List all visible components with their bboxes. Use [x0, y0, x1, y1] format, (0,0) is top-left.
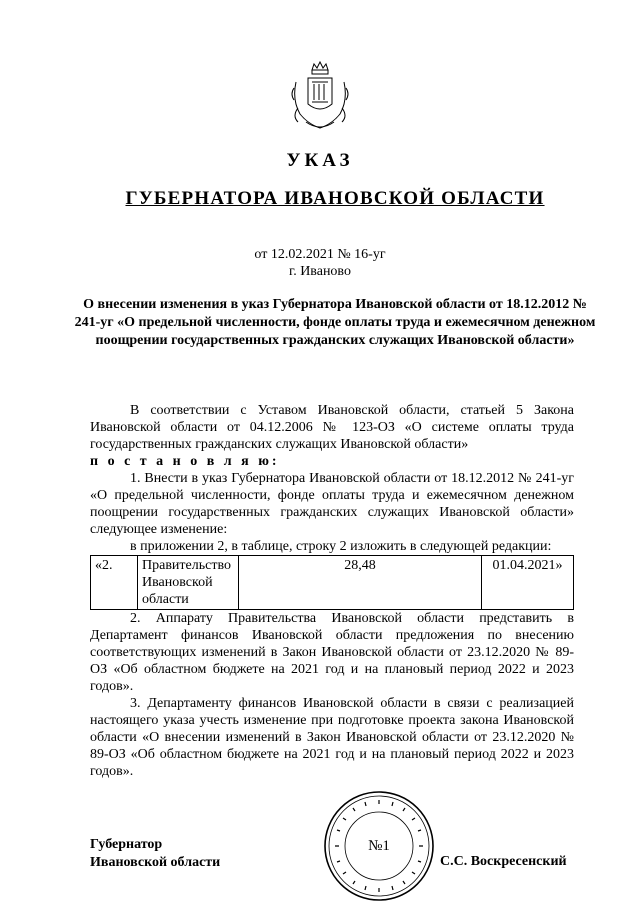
table-cell-date: 01.04.2021»: [482, 556, 574, 610]
table-cell-num: «2.: [91, 556, 138, 610]
table-cell-value: 28,48: [239, 556, 482, 610]
table-row: [91, 556, 574, 610]
document-heading: О внесении изменения в указ Губернатора Ивановской области от 18.12.2012 № 241-уг «О предельной численности, фонде оплаты труда и ежемесячном денежном поощрении государственных гражданских служащих Ивановской области»: [74, 297, 596, 348]
signatory-position-line1: Губернатор: [90, 837, 163, 852]
date-number: от 12.02.2021 № 16-уг: [254, 247, 386, 262]
table-cell-name: Правительство Ивановской области: [138, 556, 239, 610]
signatory-position-line2: Ивановской области: [90, 855, 221, 870]
official-seal-icon: [323, 790, 435, 902]
intro-paragraph: В соответствии с Уставом Ивановской области, статьей 5 Закона Ивановской области от 04.12.2006 № 123-ОЗ «О системе оплаты труда государственных гражданских служащих Ивановской области»: [90, 403, 574, 452]
item-1-sub: в приложении 2, в таблице, строку 2 изложить в следующей редакции:: [130, 539, 552, 554]
coat-of-arms-icon: [288, 60, 352, 132]
item-1: 1. Внести в указ Губернатора Ивановской области от 18.12.2012 № 241-уг «О предельной численности, фонде оплаты труда и ежемесячном денежном поощрении государственных гражданских служащих Ивановской области» следующее изменение:: [90, 471, 574, 537]
document-type: УКАЗ: [286, 150, 354, 171]
item-2: 2. Аппарату Правительства Ивановской области представить в Департамент финансов Ивановской области предложения по внесению соответствующих изменений в Закон Ивановской области от 23.12.2020 № 89-ОЗ «Об областном бюджете на 2021 год и на плановый период 2022 и 2023 годов».: [90, 611, 574, 694]
city: г. Иваново: [289, 264, 351, 279]
decree-word: п о с т а н о в л я ю:: [90, 454, 280, 469]
amendment-table: [90, 555, 574, 610]
item-3: 3. Департаменту финансов Ивановской области в связи с реализацией настоящего указа учесть изменение при подготовке проекта закона Ивановской области «О внесении изменений в Закон Ивановской области от 23.12.2020 № 89-ОЗ «Об областном бюджете на 2021 год и на плановый период 2022 и 2023 годов».: [90, 696, 574, 779]
seal-number: №1: [368, 838, 390, 854]
issuer-title: ГУБЕРНАТОРА ИВАНОВСКОЙ ОБЛАСТИ: [125, 188, 545, 209]
date-block: [0, 246, 640, 280]
document-body: [90, 402, 574, 780]
signatory-name: С.С. Воскресенский: [440, 854, 567, 869]
signatory-position: [90, 836, 220, 872]
